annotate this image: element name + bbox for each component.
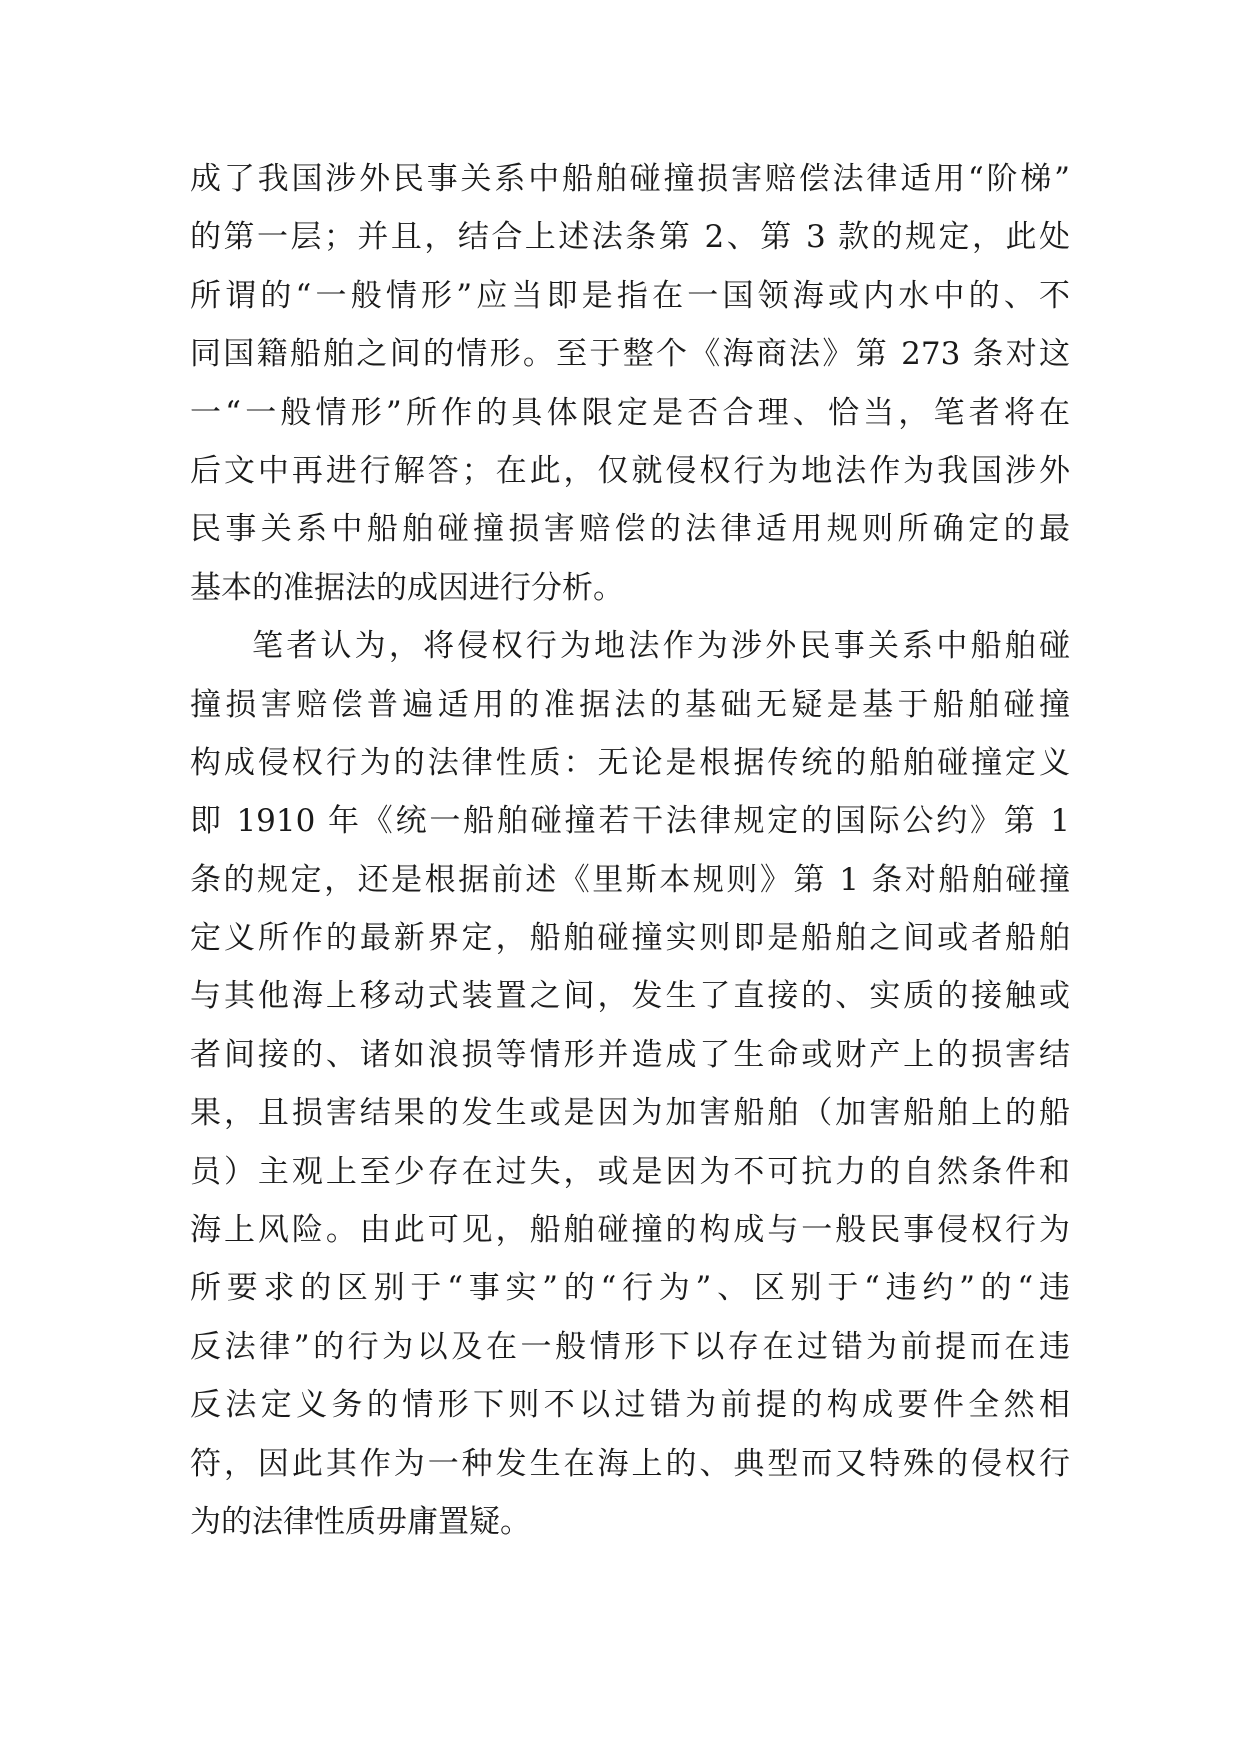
text-line: 笔者认为，将侵权行为地法作为涉外民事关系中船舶碰 (252, 628, 1070, 665)
text-line: 后文中再进行解答；在此，仅就侵权行为地法作为我国涉外 (190, 452, 1070, 489)
text-line: 者间接的、诸如浪损等情形并造成了生命或财产上的损害结 (190, 1036, 1070, 1073)
text-line: 所要求的区别于“事实”的“行为”、区别于“违约”的“违 (190, 1270, 1070, 1307)
text-line: 构成侵权行为的法律性质：无论是根据传统的船舶碰撞定义 (190, 744, 1070, 781)
text-line: 果，且损害结果的发生或是因为加害船舶（加害船舶上的船 (190, 1095, 1070, 1132)
text-line: 即 1910 年《统一船舶碰撞若干法律规定的国际公约》第 1 (190, 803, 1070, 840)
text-line: 撞损害赔偿普遍适用的准据法的基础无疑是基于船舶碰撞 (190, 686, 1070, 723)
text-line: 一“一般情形”所作的具体限定是否合理、恰当，笔者将在 (190, 394, 1070, 431)
text-line: 员）主观上至少存在过失，或是因为不可抗力的自然条件和 (190, 1153, 1070, 1190)
text-line: 海上风险。由此可见，船舶碰撞的构成与一般民事侵权行为 (190, 1212, 1070, 1249)
body-text (190, 150, 1070, 1551)
text-line: 的第一层；并且，结合上述法条第 2、第 3 款的规定，此处 (190, 219, 1070, 256)
text-line: 成了我国涉外民事关系中船舶碰撞损害赔偿法律适用“阶梯” (190, 161, 1070, 197)
paragraph-2 (190, 617, 1070, 1551)
text-line: 同国籍船舶之间的情形。至于整个《海商法》第 273 条对这 (190, 336, 1070, 373)
text-line: 条的规定，还是根据前述《里斯本规则》第 1 条对船舶碰撞 (190, 861, 1070, 898)
text-line: 反法律”的行为以及在一般情形下以存在过错为前提而在违 (190, 1328, 1070, 1365)
text-line: 反法定义务的情形下则不以过错为前提的构成要件全然相 (190, 1387, 1070, 1424)
text-line: 为的法律性质毋庸置疑。 (190, 1503, 531, 1540)
text-line: 符，因此其作为一种发生在海上的、典型而又特殊的侵权行 (190, 1445, 1070, 1482)
text-line: 所谓的“一般情形”应当即是指在一国领海或内水中的、不 (190, 277, 1070, 314)
paragraph-1 (190, 150, 1070, 617)
text-line: 民事关系中船舶碰撞损害赔偿的法律适用规则所确定的最 (190, 511, 1070, 548)
text-line: 定义所作的最新界定，船舶碰撞实则即是船舶之间或者船舶 (190, 920, 1070, 957)
text-line: 与其他海上移动式装置之间，发生了直接的、实质的接触或 (190, 978, 1070, 1015)
text-line: 基本的准据法的成因进行分析。 (190, 569, 624, 606)
